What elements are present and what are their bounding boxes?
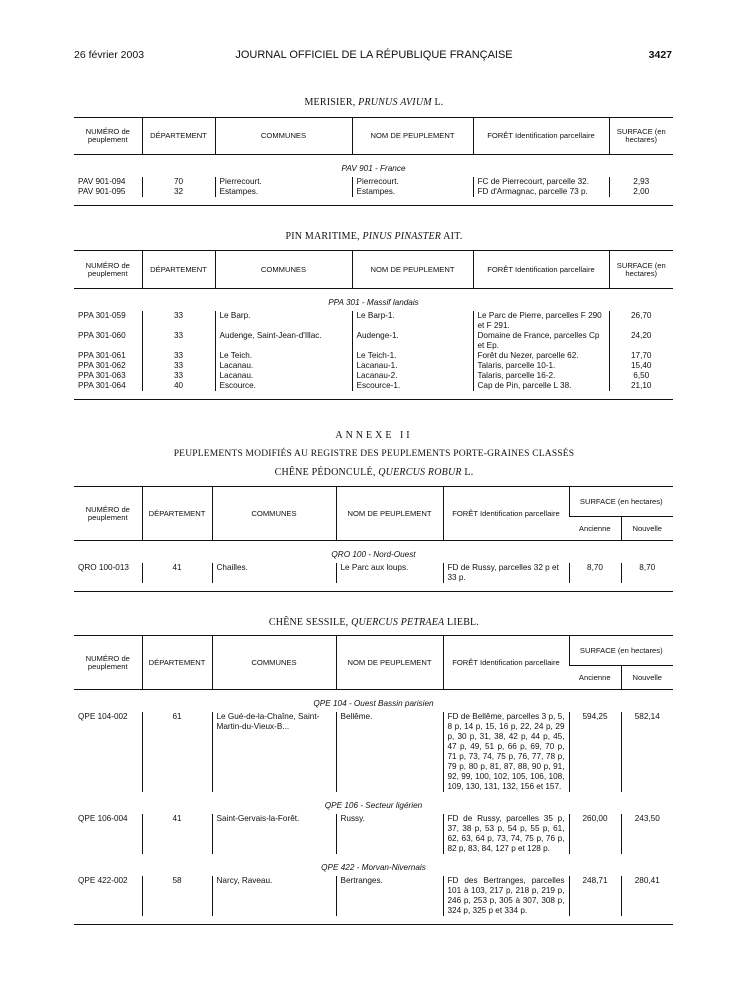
group-label: PPA 301 - Massif landais bbox=[328, 298, 419, 307]
col-surface: SURFACE (en hectares) bbox=[609, 118, 673, 155]
section-title-chene-pedoncule: CHÊNE PÉDONCULÉ, QUERCUS ROBUR L. bbox=[274, 467, 474, 478]
section-title-chene-sessile: CHÊNE SESSILE, QUERCUS PETRAEA LIEBL. bbox=[268, 617, 480, 628]
table-chene-pedoncule: NUMÉRO de peuplement DÉPARTEMENT COMMUNES NOM DE PEUPLEMENT FORÊT Identification parcellaire SURFACE (en hectares) Ancienne Nouvelle QRO 100 - Nord-Ouest QRO 100-013 41 Chailles. Le Parc aux loups. FD de Russy, parcelles 32 p et 33 p. 8,70 8,70 bbox=[74, 486, 673, 592]
table-row: PPA 301-059 33 Le Barp. Le Barp-1. Le Parc de Pierre, parcelles F 290 et F 291. 26,70 bbox=[74, 311, 673, 331]
table-row: PAV 901-095 32 Estampes. Estampes. FD d'Armagnac, parcelle 73 p. 2,00 bbox=[74, 187, 673, 197]
table-row: PPA 301-060 33 Audenge, Saint-Jean-d'Illac. Audenge-1. Domaine de France, parcelles Cp et Ep. 24,20 bbox=[74, 331, 673, 351]
group-label: QRO 100 - Nord-Ouest bbox=[331, 550, 416, 559]
col-nom: NOM DE PEUPLEMENT bbox=[352, 118, 473, 155]
col-departement: DÉPARTEMENT bbox=[142, 118, 215, 155]
col-numero: NUMÉRO de peuplement bbox=[74, 118, 142, 155]
header-title: JOURNAL OFFICIEL DE LA RÉPUBLIQUE FRANÇAISE bbox=[235, 49, 513, 61]
section-title-pin: PIN MARITIME, PINUS PINASTER AIT. bbox=[285, 231, 463, 242]
section-title-merisier: MERISIER, PRUNUS AVIUM L. bbox=[304, 97, 444, 108]
col-foret: FORÊT Identification parcellaire bbox=[473, 118, 609, 155]
table-merisier bbox=[74, 117, 673, 206]
table-pin: NUMÉRO de peuplement DÉPARTEMENT COMMUNES NOM DE PEUPLEMENT FORÊT Identification parcellaire SURFACE (en hectares) PPA 301 - Massif landais PPA 301-059 33 Le Barp. Le Barp-1. Le Parc de Pierre, parcelles F 290 et F 291. 26,70 PPA 301-060 33 Audenge, Saint-Jean-d'Illac. Audenge-1. Domaine de France, parcelles Cp et Ep. 24,20 PPA 301-061 33 Le Teich. Le Teich-1. Forêt du Nezer, parcelle 62. 17,70 PPA 301-062 33 Lacanau. Lacanau-1. Talaris, parcelle 10-1. 15,40 PPA 301-063 33 Lacanau. Lacanau-2. Talaris, parcelle 16-2. 6,50 PPA 301-064 40 Escource. Escource-1. Cap de Pin, parcelle L 38. 21,10 bbox=[74, 250, 673, 400]
header-date: 26 février 2003 bbox=[74, 49, 145, 61]
table-row: PPA 301-062 33 Lacanau. Lacanau-1. Talaris, parcelle 10-1. 15,40 bbox=[74, 361, 673, 371]
annexe-title: ANNEXE II bbox=[335, 430, 413, 441]
table-row: QPE 104-002 61 Le Gué-de-la-Chaîne, Saint-Martin-du-Vieux-B... Bellême. FD de Bellême, parcelles 3 p, 5, 8 p, 14 p, 15, 16 p, 22, 24 p, 29 p, 30 p, 31, 38, 42 p, 44 p, 45, 47 p, 49, 51 p, 66 p, 69, 70 p, 71 p, 73, 74, 75 p, 76, 77, 78 p, 79 p, 80 p, 81, 87, 88, 90 p, 91, 92, 99, 100, 102, 105, 106, 108, 109, 130, 131, 132, 156 et 157. 594,25 582,14 bbox=[74, 712, 673, 792]
group-label: QPE 422 - Morvan-Nivernais bbox=[321, 863, 426, 872]
table-row: PPA 301-064 40 Escource. Escource-1. Cap de Pin, parcelle L 38. 21,10 bbox=[74, 381, 673, 391]
table-row: QPE 106-004 41 Saint-Gervais-la-Forêt. Russy. FD de Russy, parcelles 35 p, 37, 38 p, 53 p, 54 p, 55 p, 61, 62, 63, 64 p, 73, 74, 75 p, 76 p, 82 p, 83, 84, 127 p et 128 p. 260,00 243,50 bbox=[74, 814, 673, 854]
table-row: PPA 301-061 33 Le Teich. Le Teich-1. Forêt du Nezer, parcelle 62. 17,70 bbox=[74, 351, 673, 361]
group-label: PAV 901 - France bbox=[341, 164, 406, 173]
table-row: PPA 301-063 33 Lacanau. Lacanau-2. Talaris, parcelle 16-2. 6,50 bbox=[74, 371, 673, 381]
col-communes: COMMUNES bbox=[215, 118, 352, 155]
annexe-subtitle: PEUPLEMENTS MODIFIÉS AU REGISTRE DES PEUPLEMENTS PORTE-GRAINES CLASSÉS bbox=[173, 449, 575, 459]
table-row: QRO 100-013 41 Chailles. Le Parc aux loups. FD de Russy, parcelles 32 p et 33 p. 8,70 8,70 bbox=[74, 563, 673, 583]
table-chene-sessile: NUMÉRO de peuplement DÉPARTEMENT COMMUNES NOM DE PEUPLEMENT FORÊT Identification parcellaire SURFACE (en hectares) Ancienne Nouvelle QPE 104 - Ouest Bassin parisien QPE 104-002 61 Le Gué-de-la-Chaîne, Saint-Martin-du-Vieux-B... Bellême. FD de Bellême, parcelles 3 p, 5, 8 p, 14 p, 15, 16 p, 22, 24 p, 29 p, 30 p, 31, 38, 42 p, 44 p, 45, 47 p, 49, 51 p, 66 p, 69, 70 p, 71 p, 73, 74, 75 p, 76, 77, 78 p, 79 p, 80 p, 81, 87, 88, 90 p, 91, 92, 99, 100, 102, 105, 106, 108, 109, 130, 131, 132, 156 et 157. 594,25 582,14 QPE 106 - Secteur ligérien QPE 106-004 41 Saint-Gervais-la-Forêt. Russy. FD de Russy, parcelles 35 p, 37, 38 p, 53 p, 54 p, 55 p, 61, 62, 63, 64 p, 73, 74, 75 p, 76 p, 82 p, 83, 84, 127 p et 128 p. 260,00 243,50 QPE 422 - Morvan-Nivernais QPE 422-002 58 Narcy, Raveau. Bertranges. FD des Bertranges, parcelles 101 à 103, 217 p, 218 p, 219 p, 246 p, 253 p, 305 à 307, 308 p, 324 p, 325 p et 334 p. 248,71 280,41 bbox=[74, 635, 673, 925]
table-row: QPE 422-002 58 Narcy, Raveau. Bertranges. FD des Bertranges, parcelles 101 à 103, 217 p, 218 p, 219 p, 246 p, 253 p, 305 à 307, 308 p, 324 p, 325 p et 334 p. 248,71 280,41 bbox=[74, 876, 673, 916]
table-row: PAV 901-094 70 Pierrecourt. Pierrecourt. FC de Pierrecourt, parcelle 32. 2,93 bbox=[74, 177, 673, 187]
group-label: QPE 106 - Secteur ligérien bbox=[324, 801, 423, 810]
header-page: 3427 bbox=[648, 49, 672, 61]
group-label: QPE 104 - Ouest Bassin parisien bbox=[313, 699, 434, 708]
